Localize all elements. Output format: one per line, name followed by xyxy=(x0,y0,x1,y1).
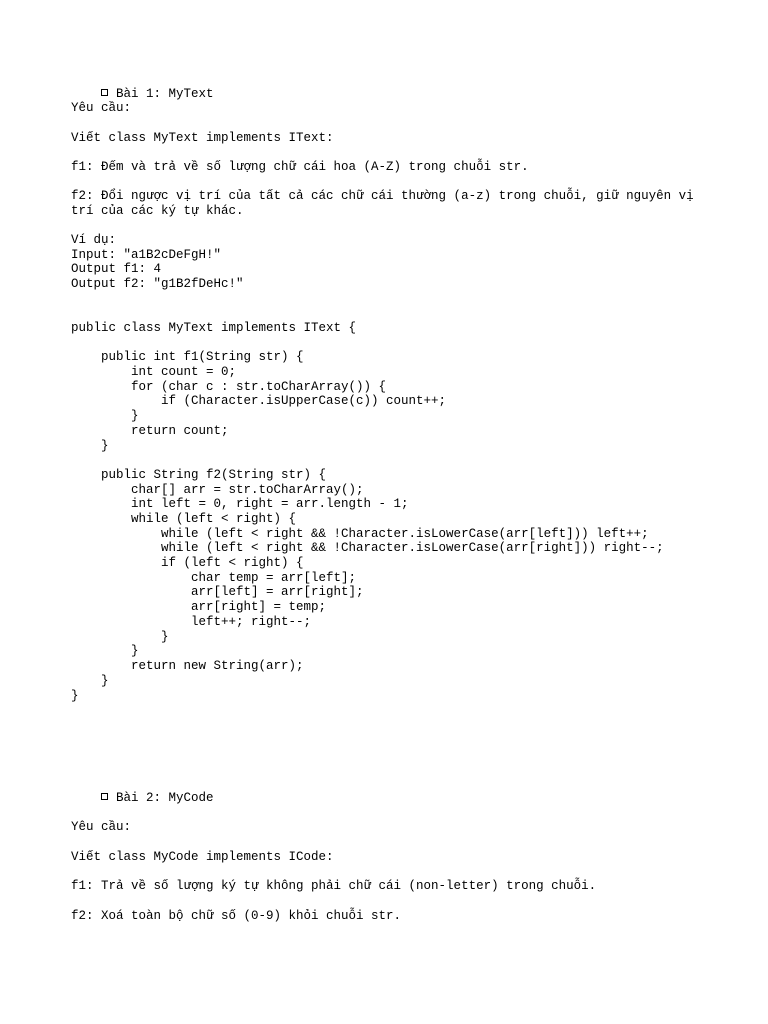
section-1-title: Bài 1: MyText xyxy=(116,87,214,101)
code-line: public class MyText implements IText { xyxy=(71,321,357,335)
code-line: return new String(arr); xyxy=(71,659,304,673)
code-line: } xyxy=(71,674,109,688)
code-line: char[] arr = str.toCharArray(); xyxy=(71,483,364,497)
code-line: } xyxy=(71,644,139,658)
example-output-f1: Output f1: 4 xyxy=(71,262,162,276)
code-line: while (left < right && !Character.isLowerCase(arr[right])) right--; xyxy=(71,541,664,555)
section-2-title: Bài 2: MyCode xyxy=(116,791,214,805)
code-line: arr[left] = arr[right]; xyxy=(71,585,364,599)
section-1-f1-description: f1: Đếm và trả về số lượng chữ cái hoa (A-Z) trong chuỗi str. xyxy=(71,160,529,174)
code-line: } xyxy=(71,409,139,423)
section-1-requirement-label: Yêu cầu: xyxy=(71,101,132,115)
code-line: for (char c : str.toCharArray()) { xyxy=(71,380,387,394)
code-line: if (Character.isUpperCase(c)) count++; xyxy=(71,394,447,408)
square-bullet-icon xyxy=(101,89,108,96)
section-1-heading xyxy=(71,72,214,101)
example-input: Input: "a1B2cDeFgH!" xyxy=(71,248,222,262)
code-line: int count = 0; xyxy=(71,365,237,379)
section-2-f1-description: f1: Trả về số lượng ký tự không phải chữ cái (non-letter) trong chuỗi. xyxy=(71,879,597,893)
code-line: while (left < right) { xyxy=(71,512,297,526)
section-2-heading xyxy=(71,776,214,805)
code-line: left++; right--; xyxy=(71,615,312,629)
example-output-f2: Output f2: "g1B2fDeHc!" xyxy=(71,277,244,291)
code-line: int left = 0, right = arr.length - 1; xyxy=(71,497,409,511)
example-label: Ví dụ: xyxy=(71,233,117,247)
code-line: } xyxy=(71,630,169,644)
code-line: } xyxy=(71,689,79,703)
section-2-intro: Viết class MyCode implements ICode: xyxy=(71,850,334,864)
section-2-requirement-label: Yêu cầu: xyxy=(71,820,132,834)
code-line: public String f2(String str) { xyxy=(71,468,327,482)
code-line: while (left < right && !Character.isLowerCase(arr[left])) left++; xyxy=(71,527,649,541)
section-1-f2-description-line-1: f2: Đổi ngược vị trí của tất cả các chữ cái thường (a-z) trong chuỗi, giữ nguyên vị xyxy=(71,189,694,203)
square-bullet-icon xyxy=(101,793,108,800)
code-line: } xyxy=(71,439,109,453)
code-line: public int f1(String str) { xyxy=(71,350,304,364)
code-line: char temp = arr[left]; xyxy=(71,571,357,585)
section-1-intro: Viết class MyText implements IText: xyxy=(71,131,334,145)
section-1-f2-description-line-2: trí của các ký tự khác. xyxy=(71,204,244,218)
code-line: if (left < right) { xyxy=(71,556,304,570)
code-line: return count; xyxy=(71,424,229,438)
code-line: arr[right] = temp; xyxy=(71,600,327,614)
section-2-f2-description: f2: Xoá toàn bộ chữ số (0-9) khỏi chuỗi str. xyxy=(71,909,402,923)
